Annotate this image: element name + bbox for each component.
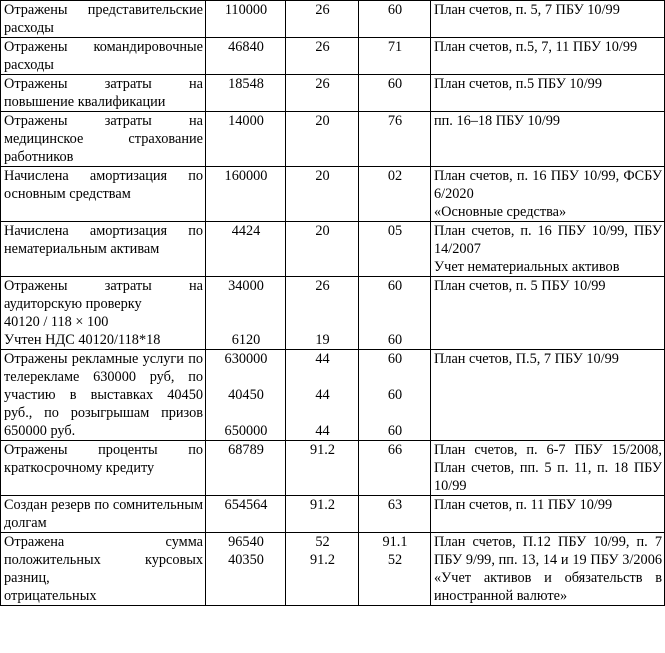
credit-account: 02 — [387, 168, 403, 184]
reference-cell — [431, 222, 665, 277]
reference-text: План счетов, П.5, 7 ПБУ 10/99 — [434, 351, 619, 367]
operation-text: Отражена сумма положительных курсовых разниц, — [4, 534, 203, 586]
operation-cell — [1, 112, 206, 167]
operation-text: Создан резерв по сомнительным долгам — [4, 497, 203, 531]
debit-cell — [286, 533, 359, 606]
operation-text: Отражены рекламные услуги по телерекламе 630000 руб, по участию в выставках 40450 руб., по розыгрышам призов 650000 руб. — [4, 351, 203, 439]
amount-cell — [206, 222, 286, 277]
operation-cell — [1, 277, 206, 350]
credit-account: 60 — [387, 332, 403, 348]
reference-text: План счетов, п.5, 7, 11 ПБУ 10/99 — [434, 39, 638, 55]
amount-value: 14000 — [228, 113, 264, 129]
amount-value: 18548 — [228, 76, 264, 92]
credit-account: 60 — [387, 278, 403, 294]
calculation-text: 40120 / 118 × 100 — [4, 314, 109, 330]
amount-value: 68789 — [228, 442, 264, 458]
amount-cell — [206, 1, 286, 38]
debit-account: 52 — [315, 534, 330, 550]
amount-value: 160000 — [224, 168, 268, 184]
operation-cell — [1, 350, 206, 441]
amount-cell — [206, 277, 286, 350]
table-row — [1, 277, 665, 350]
credit-account: 76 — [387, 113, 403, 129]
reference-cell — [431, 167, 665, 222]
debit-account: 26 — [315, 76, 330, 92]
operation-text: Отражены проценты по краткосрочному кредиту — [4, 442, 203, 476]
operation-text: Отражены затраты на повышение квалификации — [4, 76, 203, 110]
table-row — [1, 1, 665, 38]
credit-cell — [359, 277, 431, 350]
credit-account: 60 — [387, 2, 403, 18]
credit-cell — [359, 38, 431, 75]
operation-text: Отражены затраты на медицинское страхование работников — [4, 113, 203, 165]
amount-value: 96540 — [228, 534, 264, 550]
debit-account: 26 — [315, 278, 330, 294]
debit-account: 91.2 — [309, 552, 336, 568]
reference-text: Учет нематериальных активов — [434, 259, 620, 275]
debit-cell — [286, 222, 359, 277]
table-row — [1, 75, 665, 112]
reference-cell — [431, 496, 665, 533]
amount-value: 650000 — [224, 423, 268, 439]
debit-account: 20 — [315, 168, 330, 184]
amount-cell — [206, 533, 286, 606]
debit-cell — [286, 496, 359, 533]
amount-value: 4424 — [231, 223, 261, 239]
credit-cell — [359, 222, 431, 277]
credit-cell — [359, 350, 431, 441]
credit-account: 91.1 — [382, 534, 408, 550]
credit-account: 52 — [387, 552, 403, 568]
credit-account: 60 — [387, 351, 403, 367]
amount-value: 6120 — [231, 332, 261, 348]
debit-cell — [286, 441, 359, 496]
reference-text: пп. 16–18 ПБУ 10/99 — [434, 113, 561, 129]
debit-account: 20 — [315, 113, 330, 129]
debit-cell — [286, 75, 359, 112]
operation-text: Отражены представительские расходы — [4, 2, 203, 36]
vat-text: Учтен НДС 40120/118*18 — [4, 332, 161, 348]
credit-account: 60 — [387, 387, 403, 403]
amount-cell — [206, 75, 286, 112]
amount-value: 110000 — [224, 2, 268, 18]
amount-cell — [206, 38, 286, 75]
operation-cell — [1, 38, 206, 75]
amount-value: 40450 — [228, 387, 264, 403]
reference-text: План счетов, п. 11 ПБУ 10/99 — [434, 497, 613, 513]
operation-text: Начислена амортизация по основным средствам — [4, 168, 203, 202]
amount-value: 40350 — [228, 552, 264, 568]
credit-account: 05 — [387, 223, 403, 239]
credit-account: 66 — [387, 442, 403, 458]
reference-cell — [431, 1, 665, 38]
reference-text: План счетов, п. 16 ПБУ 10/99, ФСБУ 6/2020 — [434, 168, 662, 202]
amount-cell — [206, 441, 286, 496]
reference-cell — [431, 350, 665, 441]
debit-account: 91.2 — [309, 442, 336, 458]
reference-text: План счетов, п. 5 ПБУ 10/99 — [434, 278, 606, 294]
credit-account: 71 — [387, 39, 403, 55]
debit-account: 26 — [315, 39, 330, 55]
reference-text: План счетов, п. 5, 7 ПБУ 10/99 — [434, 2, 620, 18]
debit-cell — [286, 38, 359, 75]
credit-cell — [359, 496, 431, 533]
debit-account: 44 — [315, 387, 330, 403]
debit-account: 44 — [315, 423, 330, 439]
reference-cell — [431, 112, 665, 167]
debit-account: 44 — [315, 351, 330, 367]
operation-cell — [1, 222, 206, 277]
reference-cell — [431, 38, 665, 75]
operation-text: Начислена амортизация по нематериальным активам — [4, 223, 203, 257]
debit-cell — [286, 1, 359, 38]
operation-text: Отражены командировочные расходы — [4, 39, 203, 73]
operation-cell — [1, 533, 206, 606]
reference-cell — [431, 533, 665, 606]
operation-cell — [1, 167, 206, 222]
reference-text: План счетов, п. 16 ПБУ 10/99, ПБУ 14/2007 — [434, 223, 662, 257]
reference-text: План счетов, п.5 ПБУ 10/99 — [434, 76, 602, 92]
operation-cell — [1, 441, 206, 496]
table-row — [1, 222, 665, 277]
table-row — [1, 167, 665, 222]
amount-cell — [206, 112, 286, 167]
table-row — [1, 38, 665, 75]
credit-cell — [359, 167, 431, 222]
reference-text: План счетов, п. 6-7 ПБУ 15/2008, План счетов, пп. 5 п. 11, п. 18 ПБУ 10/99 — [434, 442, 662, 494]
reference-cell — [431, 277, 665, 350]
credit-account: 60 — [387, 423, 403, 439]
amount-value: 654564 — [224, 497, 268, 513]
table-row — [1, 496, 665, 533]
amount-cell — [206, 496, 286, 533]
credit-account: 63 — [387, 497, 403, 513]
amount-value: 46840 — [228, 39, 264, 55]
credit-account: 60 — [387, 76, 403, 92]
debit-account: 19 — [315, 332, 330, 348]
debit-cell — [286, 112, 359, 167]
operation-cell — [1, 496, 206, 533]
reference-cell — [431, 441, 665, 496]
amount-value: 34000 — [228, 278, 264, 294]
operation-cell — [1, 75, 206, 112]
operation-cell — [1, 1, 206, 38]
debit-cell — [286, 277, 359, 350]
credit-cell — [359, 75, 431, 112]
table-row — [1, 112, 665, 167]
credit-cell — [359, 441, 431, 496]
debit-cell — [286, 167, 359, 222]
amount-cell — [206, 350, 286, 441]
operation-text: отрицательных — [4, 588, 97, 604]
amount-value: 630000 — [224, 351, 268, 367]
table-row — [1, 350, 665, 441]
debit-account: 20 — [315, 223, 330, 239]
debit-account: 91.2 — [309, 497, 336, 513]
amount-cell — [206, 167, 286, 222]
credit-cell — [359, 533, 431, 606]
table-row — [1, 441, 665, 496]
credit-cell — [359, 1, 431, 38]
reference-cell — [431, 75, 665, 112]
table-row — [1, 533, 665, 606]
reference-text: «Основные средства» — [434, 204, 567, 220]
credit-cell — [359, 112, 431, 167]
reference-text: План счетов, П.12 ПБУ 10/99, п. 7 ПБУ 9/99, пп. 13, 14 и 19 ПБУ 3/2006 «Учет активов и обязательств в иностранной валюте» — [434, 534, 662, 604]
operation-text: Отражены затраты на аудиторскую проверку — [4, 278, 203, 312]
debit-cell — [286, 350, 359, 441]
debit-account: 26 — [315, 2, 330, 18]
